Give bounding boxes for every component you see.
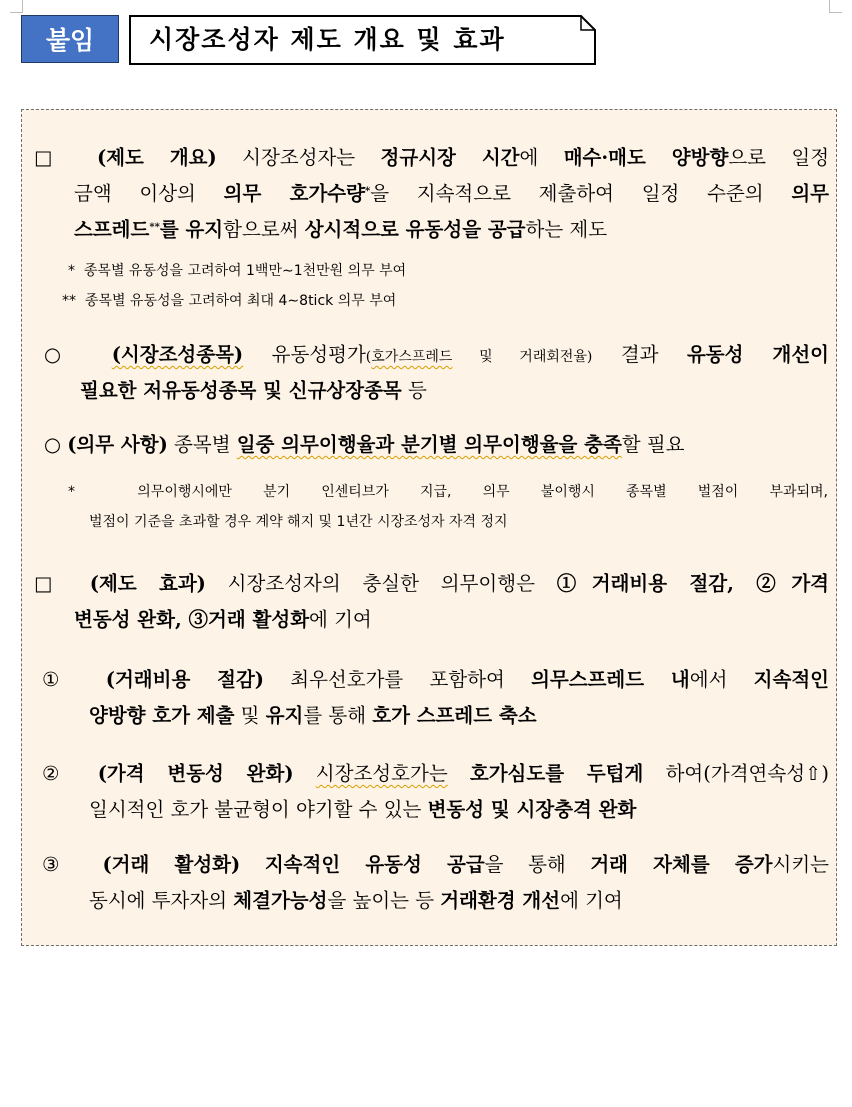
- text: 종목별: [174, 433, 231, 456]
- emph: 정규시장 시간: [380, 146, 520, 169]
- effect-section: [34, 566, 829, 602]
- text: 종목별 유동성을 고려하여 최대 4∼8tick 의무 부여: [84, 293, 397, 309]
- emph: 변동성 완화, ③거래 활성화: [74, 608, 310, 631]
- title-box: [129, 15, 596, 65]
- overview-cont: [74, 176, 829, 248]
- text: 에 기여: [560, 889, 623, 912]
- emph: 일중 의무이행율과 분기별 의무이행율을 충족: [236, 433, 622, 456]
- effect-line-1: [34, 566, 829, 602]
- emph: 호가 스프레드 축소: [372, 704, 537, 727]
- square-bullet-icon: □: [34, 146, 72, 169]
- attachment-badge: 붙임: [21, 15, 119, 63]
- effect-3-cont: [89, 883, 829, 919]
- effect-1-cont: [89, 698, 829, 734]
- text: 일시적인 호가 불균형이 야기할 수 있는: [89, 798, 422, 821]
- emph: 양방향 호가 제출: [89, 704, 235, 727]
- emph: 상시적으로 유동성을 공급: [304, 218, 526, 241]
- emph: 거래환경 개선: [440, 889, 561, 912]
- text: 최우선호가를 포함하여: [290, 668, 505, 691]
- text: 의무 호가수량: [223, 182, 365, 205]
- emph: ①거래비용 절감, ②가격: [556, 572, 829, 595]
- footnote-mark: **: [149, 222, 160, 233]
- text: 스프레드: [74, 218, 150, 241]
- circle-bullet-icon: ○: [44, 343, 84, 366]
- effect-3-line-1: [42, 847, 829, 883]
- emph: 의무스프레드 내: [531, 668, 690, 691]
- duty-label: (의무 사항): [67, 433, 168, 456]
- text: 할 필요: [621, 433, 685, 456]
- effect-2-line-1: [42, 756, 829, 792]
- text: [666, 762, 829, 785]
- emph: 변동성 및 시장충격 완화: [427, 798, 637, 821]
- text: 시장조성호가는: [315, 762, 448, 785]
- effect-2-cont: [89, 792, 829, 828]
- text: 를 유지: [159, 218, 224, 241]
- footnote-mark: *: [364, 186, 371, 197]
- overview-line-1: [34, 140, 829, 176]
- text: 을 높이는 등: [327, 889, 435, 912]
- target-section: [44, 337, 829, 375]
- effect-1-section: [42, 662, 829, 698]
- effect-3-line-2: [89, 883, 829, 919]
- emph: 필요한 저유동성종목 및 신규상장종목: [80, 379, 402, 402]
- effect-1-line-1: [42, 662, 829, 698]
- text: 에: [519, 146, 539, 169]
- effect-line-2: [74, 602, 829, 638]
- emph: 지속적인 유동성 공급: [264, 853, 485, 876]
- emph: [74, 218, 223, 241]
- paren-note: (호가스프레드 및 거래회전율): [365, 349, 593, 365]
- emph: 체결가능성: [233, 889, 328, 912]
- text: 을 지속적으로 제출하여 일정 수준의: [370, 182, 764, 205]
- footnote-mark: **: [62, 293, 76, 309]
- text: 으로 일정: [728, 146, 830, 169]
- text: 의무이행시에만 분기 인센티브가 지급, 의무 불이행시 종목별 벌점이 부과되며,: [137, 484, 828, 500]
- text: 결과: [620, 343, 659, 366]
- overview-line-2: [74, 176, 829, 212]
- duty-note-line-1: [68, 477, 828, 507]
- text: 벌점이 기준을 초과할 경우 계약 해지 및 1년간 시장조성자 자격 정지: [89, 514, 508, 530]
- circled-two-icon: ②: [42, 762, 76, 785]
- circled-one-icon: ①: [42, 668, 80, 691]
- text: 하는 제도: [525, 218, 608, 241]
- circled-three-icon: ③: [42, 853, 78, 876]
- effect-3-label: (거래 활성화): [102, 853, 241, 876]
- effect-2-line-2: [89, 792, 829, 828]
- target-line-1: [44, 337, 829, 375]
- text: 시장조성자는: [242, 146, 356, 169]
- emph: 의무: [791, 182, 829, 205]
- text: 종목별 유동성을 고려하여 1백만∼1천만원 의무 부여: [83, 263, 407, 279]
- effect-label: (제도 효과): [89, 572, 206, 595]
- overview-section: [34, 140, 829, 176]
- text: 시키는: [772, 853, 830, 876]
- duty-line-1: [44, 427, 829, 463]
- duty-note-cont: [89, 507, 508, 537]
- emph: 매수·매도 양방향: [563, 146, 729, 169]
- target-line-2: [80, 373, 829, 409]
- text: (가격연속성⇧): [703, 762, 829, 785]
- emph: 유지: [265, 704, 304, 727]
- content-panel: [21, 109, 837, 946]
- text: 에 기여: [309, 608, 372, 631]
- text: 하여: [665, 762, 704, 785]
- footnote-mark: *: [68, 263, 75, 279]
- text: 함으로써: [223, 218, 299, 241]
- effect-2-section: [42, 756, 829, 792]
- text: 를 통해: [303, 704, 367, 727]
- text: 동시에 투자자의: [89, 889, 228, 912]
- circle-bullet-icon: ○: [44, 433, 62, 456]
- text: 등: [407, 379, 427, 402]
- text: 금액 이상의: [74, 182, 196, 205]
- crop-mark-left: [10, 0, 23, 13]
- text: 에서: [689, 668, 728, 691]
- overview-note-2: [62, 286, 396, 316]
- emph: 지속적인: [753, 668, 829, 691]
- effect-2-label: (가격 변동성 완화): [97, 762, 294, 785]
- page-title: 시장조성자 제도 개요 및 효과: [149, 25, 506, 54]
- overview-note-1: [68, 256, 406, 286]
- square-bullet-icon: □: [34, 572, 68, 595]
- effect-1-line-2: [89, 698, 829, 734]
- duty-section: [44, 427, 829, 463]
- text: 및: [240, 704, 260, 727]
- overview-label: (제도 개요): [96, 146, 217, 169]
- crop-mark-right: [829, 0, 842, 13]
- paren-text: 호가스프레드: [371, 349, 453, 365]
- text: [272, 343, 593, 366]
- text: 유동성평가: [271, 343, 366, 366]
- footnote-mark: *: [68, 484, 75, 500]
- text: 을 통해: [484, 853, 566, 876]
- emph: 호가심도를 두텁게: [469, 762, 644, 785]
- effect-cont: [74, 602, 829, 638]
- effect-1-label: (거래비용 절감): [105, 668, 265, 691]
- emph: 거래 자체를 증가: [590, 853, 773, 876]
- target-cont: [80, 373, 829, 409]
- text: 시장조성자의 충실한 의무이행은: [227, 572, 535, 595]
- target-label: (시장조성종목): [111, 343, 244, 366]
- duty-note: [68, 477, 828, 507]
- emph: [224, 182, 371, 205]
- effect-3-section: [42, 847, 829, 883]
- overview-line-3: [74, 212, 829, 248]
- emph: 유동성 개선이: [686, 343, 830, 366]
